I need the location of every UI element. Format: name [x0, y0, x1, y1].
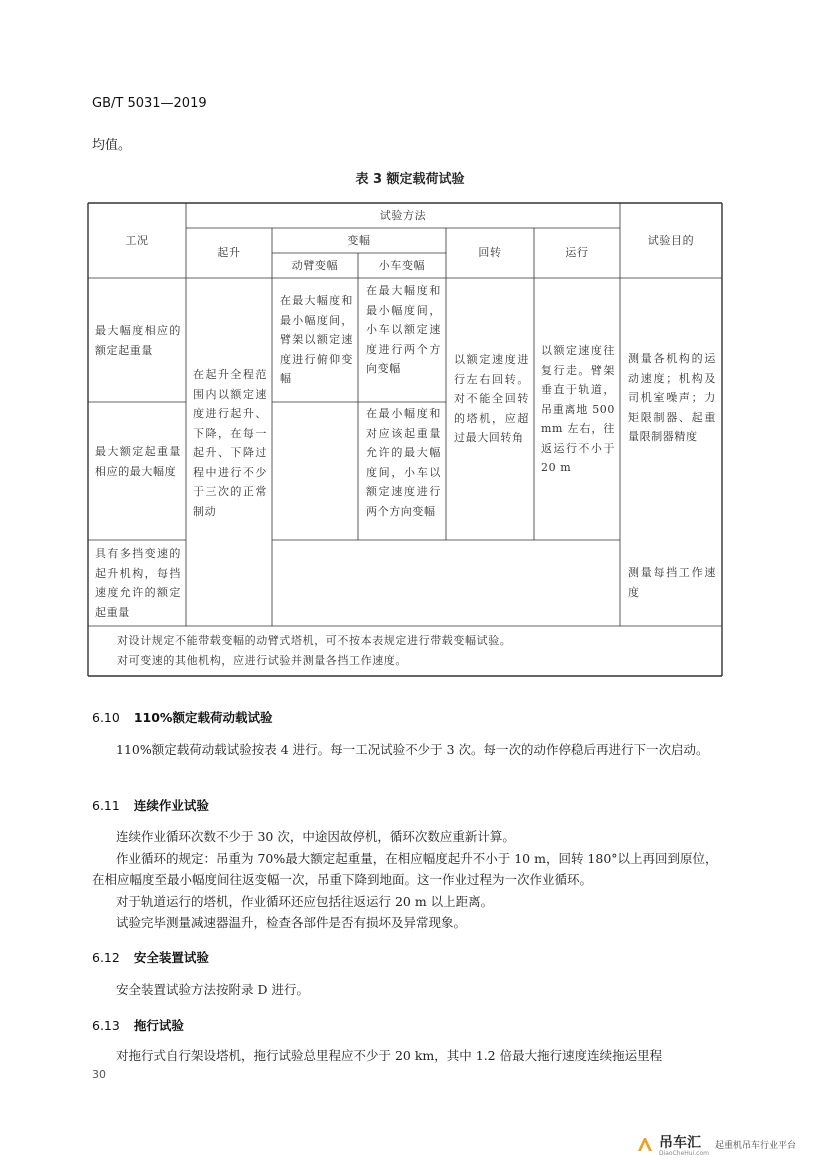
table-note-1: 对设计规定不能带载变幅的动臂式塔机，可不按本表规定进行带载变幅试验。: [117, 634, 512, 647]
cell-condition-r2: 最大额定起重量相应的最大幅度: [95, 445, 181, 478]
header-trolley-luffing: 小车变幅: [378, 259, 426, 272]
paragraph-6-10: 110%额定载荷动载试验按表 4 进行。每一工况试验不少于 3 次。每一次的动作停稳后再进行下一次启动。: [116, 742, 709, 757]
header-boom-luffing: 动臂变幅: [291, 259, 339, 272]
section-number: 6.11: [92, 798, 120, 813]
section-heading-6-10: [92, 708, 272, 726]
header-slewing: 回转: [478, 246, 502, 259]
watermark-name: 吊车汇: [658, 1134, 701, 1151]
watermark-site: DiaoCheHui.com: [658, 1149, 709, 1157]
cell-trolley-r2: 在最小幅度和对应该起重量允许的最大幅度间，小车以额定速度进行两个方向变幅: [366, 407, 441, 518]
cell-boom-r1: 在最大幅度和最小幅度间，臂架以额定速度进行俯仰变幅: [280, 294, 353, 385]
cell-slewing: 以额定速度进行左右回转。对不能全回转的塔机，应超过最大回转角: [454, 353, 529, 444]
cell-hoist: 在起升全程范围内以额定速度进行起升、下降，在每一起升、下降过程中进行不少于三次的正常制动: [193, 368, 267, 518]
paragraph-6-11-1: 连续作业循环次数不少于 30 次，中途因故停机，循环次数应重新计算。: [116, 829, 515, 844]
section-heading-6-12: [92, 948, 209, 966]
section-number: 6.13: [92, 1018, 120, 1033]
paragraph-6-11-3: 对于轨道运行的塔机，作业循环还应包括往返运行 20 m 以上距离。: [116, 894, 494, 909]
page-number: 30: [92, 1068, 106, 1081]
table-title: 表 3 额定载荷试验: [355, 172, 465, 187]
header-test-method: 试验方法: [379, 209, 427, 222]
cell-purpose-main: 测量各机构的运动速度；机构及司机室噪声；力矩限制器、起重量限制器精度: [628, 352, 716, 443]
section-title: 110%额定载荷动载试验: [133, 710, 273, 725]
section-heading-6-13: [92, 1016, 184, 1034]
header-luffing: 变幅: [347, 234, 371, 247]
section-title: 拖行试验: [133, 1018, 184, 1033]
header-travel: 运行: [565, 246, 589, 259]
section-title: 安全装置试验: [133, 950, 209, 965]
intro-text: 均值。: [92, 138, 132, 153]
paragraph-6-12: 安全装置试验方法按附录 D 进行。: [116, 982, 309, 997]
standard-code: GB/T 5031—2019: [92, 96, 207, 111]
paragraph-6-13: 对拖行式自行架设塔机，拖行试验总里程应不少于 20 km，其中 1.2 倍最大拖行速度连续拖运里程: [116, 1048, 663, 1063]
cell-travel: 以额定速度往复行走。臂架垂直于轨道，吊重离地 500 mm 左右，往返运行不小于 20 m: [541, 344, 615, 474]
cell-trolley-r1: 在最大幅度和最小幅度间，小车以额定速度进行两个方向变幅: [366, 284, 441, 375]
crane-icon: [635, 1135, 655, 1153]
section-heading-6-11: [92, 796, 209, 814]
header-condition: 工况: [125, 234, 149, 247]
header-purpose: 试验目的: [647, 234, 695, 247]
header-hoist: 起升: [217, 246, 241, 259]
cell-condition-r1: 最大幅度相应的额定起重量: [95, 324, 181, 357]
paragraph-6-11-2: 作业循环的规定：吊重为 70%最大额定起重量，在相应幅度起升不小于 10 m，回转 180°以上再回到原位，在相应幅度至最小幅度间往返变幅一次，吊重下降到地面。这一作业过程为一次作业循环。: [92, 851, 718, 887]
watermark-logo: [635, 1133, 796, 1155]
watermark-slogan: 起重机吊车行业平台: [714, 1140, 796, 1151]
paragraph-6-11-4: 试验完毕测量减速器温升，检查各部件是否有损坏及异常现象。: [116, 915, 467, 930]
section-number: 6.10: [92, 710, 120, 725]
section-number: 6.12: [92, 950, 120, 965]
section-title: 连续作业试验: [133, 798, 209, 813]
table-note-2: 对可变速的其他机构，应进行试验并测量各挡工作速度。: [117, 654, 407, 667]
cell-condition-r3: 具有多挡变速的起升机构，每挡速度允许的额定起重量: [95, 547, 181, 619]
cell-purpose-r3: 测量每挡工作速度: [628, 566, 716, 599]
